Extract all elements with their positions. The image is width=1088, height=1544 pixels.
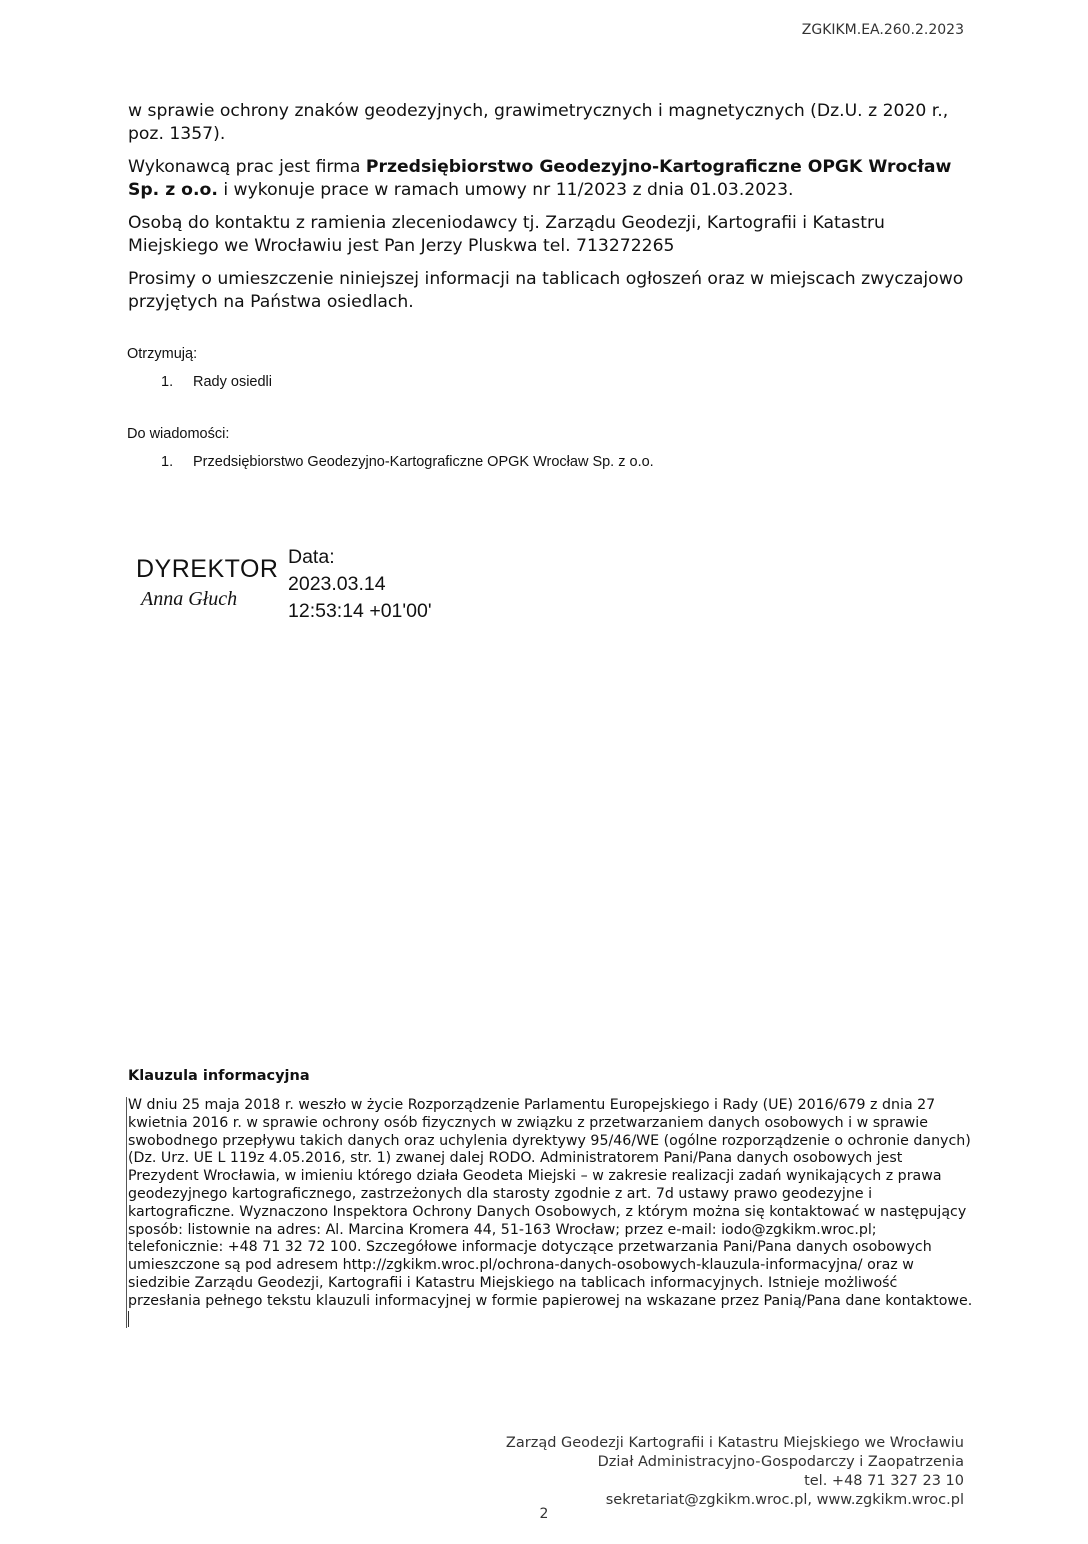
date-value: 2023.03.14 (288, 573, 386, 595)
list-item (127, 454, 654, 470)
list-text: Przedsiębiorstwo Geodezyjno-Kartograficzne OPGK Wrocław Sp. z o.o. (193, 454, 654, 470)
list-item (127, 374, 272, 390)
contractor-name: Przedsiębiorstwo Geodezyjno-Kartograficzne OPGK Wrocław Sp. z o.o. (128, 157, 952, 200)
letter-body (128, 100, 968, 324)
footer-dept: Dział Administracyjno-Gospodarczy i Zaopatrzenia (597, 1454, 964, 1470)
signature-name: Anna Głuch (141, 588, 238, 610)
contractor-intro: Wykonawcą prac jest firma (128, 157, 366, 177)
text-cursor (128, 1311, 129, 1327)
footer-phone: tel. +48 71 327 23 10 (804, 1473, 964, 1489)
recipients-label: Otrzymują: (127, 346, 198, 362)
cc-label: Do wiadomości: (127, 426, 230, 442)
clause-title: Klauzula informacyjna (128, 1068, 310, 1084)
recipients-section (127, 346, 272, 390)
date-label: Data: (288, 546, 335, 568)
paragraph-request: Prosimy o umieszczenie niniejszej informacji na tablicach ogłoszeń oraz w miejscach zwyczajowo przyjętych na Państwa osiedlach. (128, 269, 964, 312)
paragraph-contact: Osobą do kontaktu z ramienia zleceniodawcy tj. Zarządu Geodezji, Kartografii i Katastru Miejskiego we Wrocławiu jest Pan Jerzy Pluskwa tel. 713272265 (128, 213, 885, 256)
document-reference: ZGKIKM.EA.260.2.2023 (801, 22, 964, 38)
paragraph-legal-basis: w sprawie ochrony znaków geodezyjnych, grawimetrycznych i magnetycznych (Dz.U. z 2020 r., poz. 1357). (128, 101, 949, 144)
list-text: Rady osiedli (193, 374, 272, 390)
page-number: 2 (539, 1506, 549, 1522)
signature-block (136, 555, 278, 611)
list-number: 1. (161, 374, 174, 390)
paragraph-contractor (128, 156, 968, 202)
clause-body: W dniu 25 maja 2018 r. weszło w życie Rozporządzenie Parlamentu Europejskiego i Rady (UE) 2016/679 z dnia 27 kwietnia 2016 r. w sprawie ochrony osób fizycznych w związku z przetwarzaniem danych osobowych i w sprawie swobodnego przepływu takich danych oraz uchylenia dyrektywy 95/46/WE (ogólne rozporządzenie o ochronie danych) (Dz. Urz. UE L 119z 4.05.2016, str. 1) zwanej dalej RODO. Administratorem Pani/Pana danych osobowych jest Prezydent Wrocławia, w imieniu którego działa Geodeta Miejski – w zakresie realizacji zadań wynikających z prawa geodezyjnego kartograficznego, zastrzeżonych dla starosty zgodnie z art. 7d ustawy prawo geodezyjne i kartograficzne. Wyznaczono Inspektora Ochrony Danych Osobowych, z którym można się kontaktować w następujący sposób: listownie na adres: Al. Marcina Kromera 44, 51-163 Wrocław; przez e-mail: iodo@zgkikm.wroc.pl; telefonicznie: +48 71 32 72 100. Szczegółowe informacje dotyczące przetwarzania Pani/Pana danych osobowych umieszczone są pod adresem http://zgkikm.wroc.pl/ochrona-danych-osobowych-klauzula-informacyjna/ oraz w siedzibie Zarządu Geodezji, Kartografii i Katastru Miejskiego na tablicach informacyjnych. Istnieje możliwość przesłania pełnego tekstu klauzuli informacyjnej w formie papierowej na wskazane przez Panią/Pana dane kontaktowe. (128, 1097, 973, 1309)
footer (506, 1434, 964, 1510)
time-value: 12:53:14 +01'00' (288, 600, 432, 622)
list-number: 1. (161, 454, 174, 470)
footer-contact: sekretariat@zgkikm.wroc.pl, www.zgkikm.wroc.pl (605, 1492, 964, 1508)
signature-title: DYREKTOR (136, 555, 279, 583)
contract-info: i wykonuje prace w ramach umowy nr 11/2023 z dnia 01.03.2023. (217, 180, 794, 200)
footer-org: Zarząd Geodezji Kartografii i Katastru Miejskiego we Wrocławiu (505, 1435, 964, 1451)
signature-date-block (288, 544, 432, 625)
cc-section (127, 426, 654, 470)
clause-text (126, 1097, 973, 1328)
